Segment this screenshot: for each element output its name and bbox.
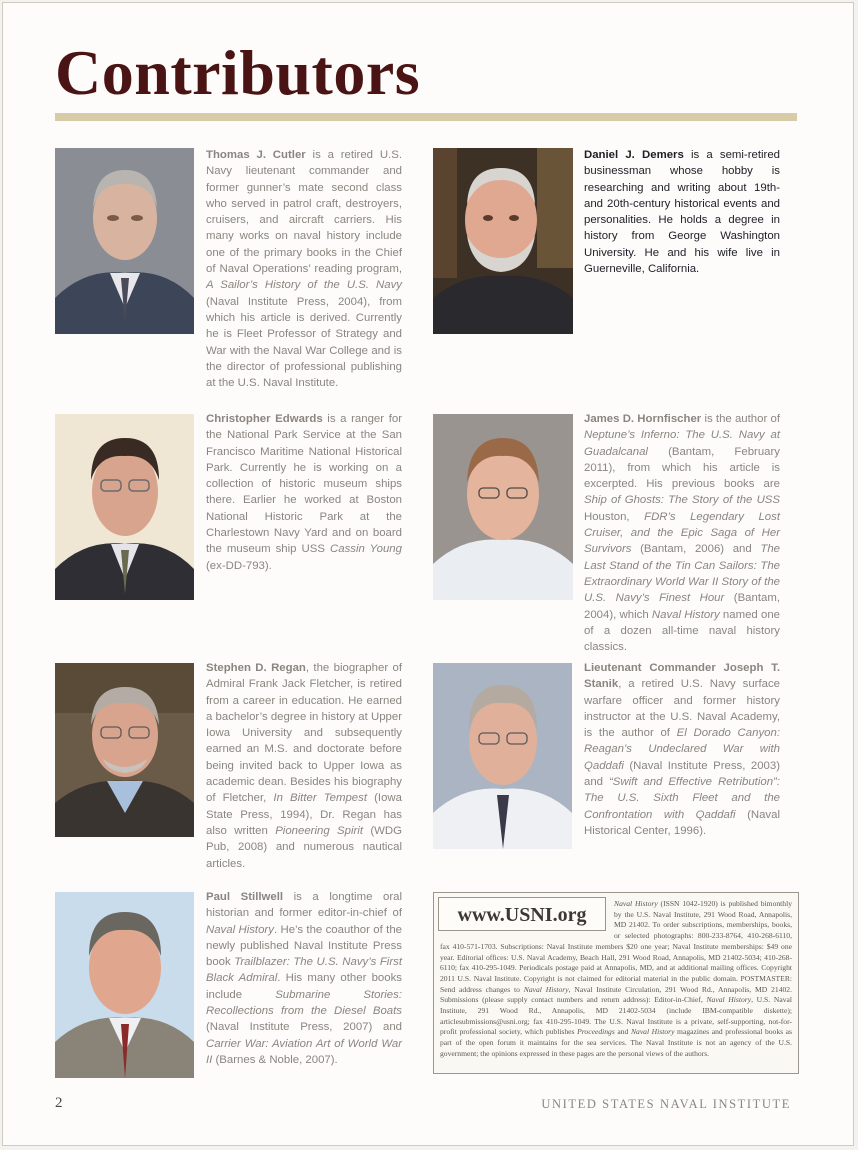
bio-daniel-demers: Daniel J. Demers is a semi-retired businessman whose hobby is researching and writing about 19th- and 20th-century historical events and personalities. He holds a degree in history from George Washington University. He and his wife live in Guerneville, California. — [584, 149, 780, 276]
bio-paul-stillwell: Paul Stillwell is a longtime oral historian and former editor-in-chief of Naval History. He’s the coauthor of the newly published Naval Institute Press book Trailblazer: The U.S. Navy’s First Black Admiral. His many other books include Submarine Stories: Recollections from the Diesel Boats (Naval Institute Press, 2007) and Carrier War: Aviation Art of World War II (Barnes & Noble, 2007). — [206, 891, 402, 1066]
bio-james-hornfischer: James D. Hornfischer is the author of Neptune’s Inferno: The U.S. Navy at Guadalcanal (Bantam, February 2011), from which his article is excerpted. His previous books are Ship of Ghosts: The Story of the USS Houston, FDR’s Legendary Lost Cruiser, and the Epic Saga of Her Survivors (Bantam, 2006) and The Last Stand of the Tin Can Sailors: The Extraordinary World War II Story of the U.S. Navy’s Finest Hour (Bantam, 2004), which Naval History named one of a dozen all-time naval history classics. — [584, 413, 780, 654]
contributor-name: Stephen D. Regan — [206, 662, 306, 674]
title-rule — [55, 113, 797, 121]
portrait-paul-stillwell — [55, 892, 194, 1078]
contributor-name: James D. Hornfischer — [584, 413, 702, 425]
footer-institution: UNITED STATES NAVAL INSTITUTE — [541, 1097, 791, 1111]
page-number: 2 — [55, 1095, 63, 1111]
portrait-stephen-regan — [55, 663, 194, 837]
page-title: Contributors — [55, 37, 421, 108]
contributor-name: Christopher Edwards — [206, 413, 323, 425]
bio-christopher-edwards: Christopher Edwards is a ranger for the National Park Service at the San Francisco Maritime National Historical Park. Currently he is working on a collection of historic museum ships there. Earlier he worked at Boston National Historic Park at the Charlestown Navy Yard and on board the museum ship USS Cassin Young (ex-DD-793). — [206, 413, 402, 572]
bio-stephen-regan: Stephen D. Regan, the biographer of Admiral Frank Jack Fletcher, is retired from a career in education. He earned a bachelor’s degree in history at Upper Iowa University and subsequently earned an M.S. and doctorate before being invited back to Upper Iowa as academic dean. Besides his biography of Fletcher, In Bitter Tempest (Iowa State Press, 1994), Dr. Regan has also written Pioneering Spirit (WDG Pub, 2008) and numerous nautical articles. — [206, 662, 403, 870]
publication-notice: Naval History (ISSN 1042-1920) is published bimonthly by the U.S. Naval Institute, 291 Wood Road, Annapolis, MD 21402. To order subscriptions, memberships, books, or selected photographs: 800-233-8764, 410-268-6110, fax 410-571-1703. Subscriptions: Naval Institute members $20 one year; Naval Institute memberships: $49 one year. Editorial offices: U.S. Naval Academy, Beach Hall, 291 Wood Road, Annapolis, MD 21402-5034; 410-268-6110; fax 410-295-1049. Periodicals postage paid at Annapolis, MD, and at additional mailing offices. Copyright 2011 U.S. Naval Institute. Copyright is not claimed for editorial material in the public domain. POSTMASTER: Send address changes to Naval History, Naval Institute Circulation, 291 Wood Rd., Annapolis, MD 21402. Submissions (please supply contact numbers and return address): Editor-in-Chief, Naval History, U.S. Naval Institute, 291 Wood Rd., Annapolis, MD 21402-5034 (include IBM-compatible diskette); articlesubmissions@usni.org; fax 410-295-1049. The U.S. Naval Institute is a private, self-supporting, not-for-profit professional society, which publishes Proceedings and Naval History magazines and professional books as part of the open forum it maintains for the sea services. The Naval Institute is not an agency of the U.S. government; the opinions expressed in these pages are the personal views of the authors. — [440, 899, 793, 1058]
contributor-name: Paul Stillwell — [206, 891, 284, 903]
portrait-christopher-edwards — [55, 414, 194, 600]
contributor-name: Daniel J. Demers — [584, 149, 684, 161]
usni-website-logo[interactable]: www.USNI.org — [438, 897, 606, 931]
usni-info-box — [433, 892, 799, 1074]
portrait-thomas-cutler — [55, 148, 194, 334]
portrait-daniel-demers — [433, 148, 573, 334]
magazine-page — [2, 2, 854, 1146]
portrait-joseph-stanik — [433, 663, 572, 849]
contributor-name: Thomas J. Cutler — [206, 149, 306, 161]
bio-thomas-cutler: Thomas J. Cutler is a retired U.S. Navy lieutenant commander and former gunner’s mate second class who served in patrol craft, destroyers, cruisers, and aircraft carriers. His many works on naval history include one of the primary books in the Chief of Naval Operations’ reading program, A Sailor’s History of the U.S. Navy (Naval Institute Press, 2004), from which his article is derived. Currently he is Fleet Professor of Strategy and War with the Naval War College and is the director of professional publishing at the U.S. Naval Institute. — [206, 149, 402, 390]
contributor-name: Lieutenant Commander Joseph T. Stanik — [584, 662, 780, 691]
bio-joseph-stanik: Lieutenant Commander Joseph T. Stanik, a retired U.S. Navy surface warfare officer and former history instructor at the U.S. Naval Academy, is the author of El Dorado Canyon: Reagan’s Undeclared War with Qaddafi (Naval Institute Press, 2003) and “Swift and Effective Retribution”: The U.S. Sixth Fleet and the Confrontation with Qaddafi (Naval Historical Center, 1996). — [584, 662, 780, 837]
portrait-james-hornfischer — [433, 414, 573, 600]
